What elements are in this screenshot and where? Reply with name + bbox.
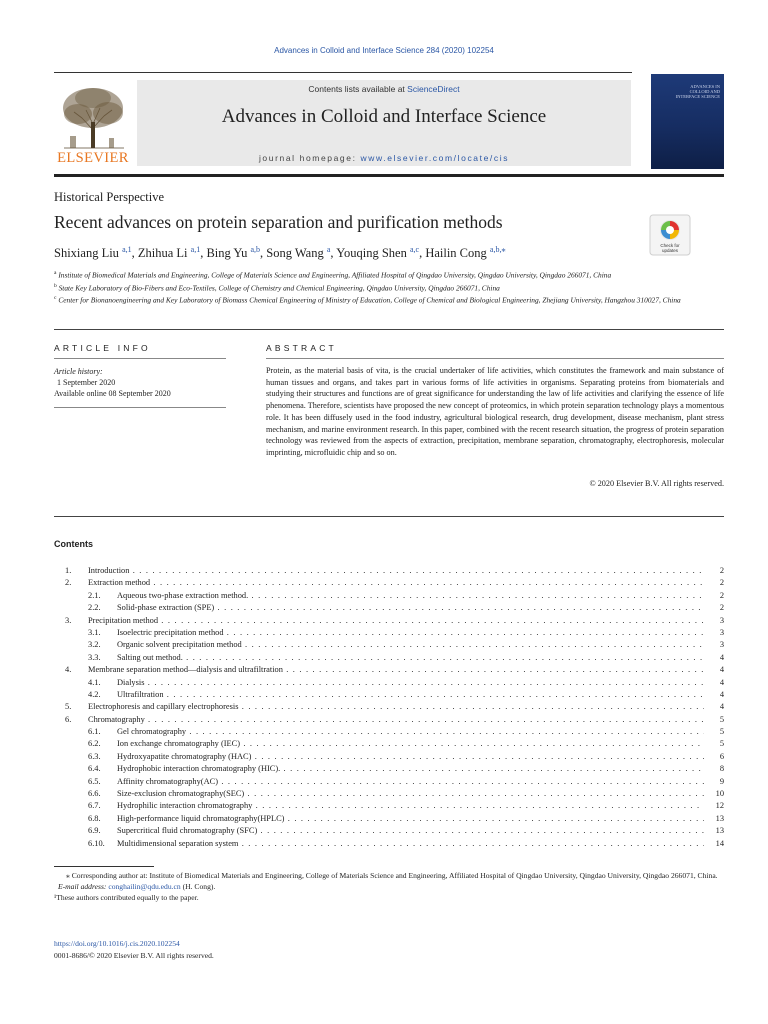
toc-entry-title[interactable]: Introduction . . . bbox=[88, 565, 704, 577]
footnote-rule bbox=[54, 866, 154, 867]
toc-entry-title[interactable]: Aqueous two-phase extraction method. . . . bbox=[117, 590, 704, 602]
toc-entry[interactable] bbox=[54, 639, 724, 651]
toc-entry-title[interactable]: Ultrafiltration . . . bbox=[117, 689, 704, 701]
email-link[interactable]: conghailin@qdu.edu.cn bbox=[108, 882, 181, 891]
toc-entry[interactable] bbox=[54, 701, 724, 713]
toc-entry[interactable] bbox=[54, 838, 724, 850]
toc-entry-number: 6.3. bbox=[88, 751, 101, 761]
toc-entry[interactable] bbox=[54, 652, 724, 664]
author[interactable]: Bing Yu $^{a,b}$ bbox=[206, 245, 261, 261]
toc-entry-page[interactable]: 12 bbox=[715, 801, 724, 811]
toc-entry-page[interactable]: 8 bbox=[719, 764, 724, 774]
toc-entry-title[interactable]: Supercritical fluid chromatography (SFC) . . . bbox=[117, 825, 704, 837]
toc-entry-number: 6.9. bbox=[88, 826, 101, 836]
section-divider bbox=[54, 329, 724, 330]
journal-homepage bbox=[137, 153, 631, 163]
toc-entry-page[interactable]: 6 bbox=[719, 751, 724, 761]
toc-entry-number: 6.1. bbox=[88, 727, 101, 737]
toc-entry-page[interactable]: 5 bbox=[719, 714, 724, 724]
toc-entry[interactable] bbox=[54, 763, 724, 775]
toc-entry-number: 6.8. bbox=[88, 813, 101, 823]
toc-entry-number: 6.5. bbox=[88, 776, 101, 786]
affiliation-a: $^a$ Institute of Biomedical Materials and Engineering, College of Materials Science and Engineering, Affiliated Hospital of Qingdao University, Qingdao University, Qingdao 266071, China bbox=[54, 270, 612, 280]
toc-entry-title[interactable]: Hydrophilic interaction chromatography . . . bbox=[117, 800, 704, 812]
email-label: E-mail address: bbox=[58, 882, 109, 891]
header-top-rule bbox=[54, 72, 632, 73]
toc-entry[interactable] bbox=[54, 627, 724, 639]
toc-entry-number: 3.3. bbox=[88, 652, 101, 662]
homepage-prefix: journal homepage: bbox=[258, 153, 361, 163]
toc-entry-page[interactable]: 3 bbox=[719, 615, 724, 625]
contents-availability bbox=[137, 84, 631, 94]
toc-entry[interactable] bbox=[54, 714, 724, 726]
toc-entry-page[interactable]: 2 bbox=[719, 578, 724, 588]
toc-entry[interactable] bbox=[54, 825, 724, 837]
toc-entry-title[interactable]: Multidimensional separation system . . . bbox=[117, 838, 704, 850]
toc-entry-number: 2.2. bbox=[88, 603, 101, 613]
table-of-contents bbox=[54, 565, 724, 850]
contents-heading: Contents bbox=[54, 539, 93, 549]
author[interactable]: Zhihua Li $^{a,1}$ bbox=[137, 245, 201, 261]
toc-entry[interactable] bbox=[54, 726, 724, 738]
svg-text:updates: updates bbox=[661, 248, 679, 253]
toc-entry-number: 6. bbox=[65, 714, 72, 724]
toc-entry-page[interactable]: 4 bbox=[719, 702, 724, 712]
journal-title: Advances in Colloid and Interface Science bbox=[221, 106, 547, 127]
svg-text:Check for: Check for bbox=[660, 243, 680, 248]
journal-reference[interactable]: Advances in Colloid and Interface Science 284 (2020) 102254 bbox=[274, 46, 494, 55]
toc-entry-number: 6.4. bbox=[88, 764, 101, 774]
toc-entry-number: 6.6. bbox=[88, 789, 101, 799]
toc-entry-number: 4.2. bbox=[88, 689, 101, 699]
header-bottom-rule bbox=[54, 174, 724, 177]
author-list: Shixiang Liu $^{a,1}$, Zhihua Li $^{a,1}$, Bing Yu $^{a,b}$, Song Wang $^a$, Youqing Shen $^{a,c}$, Hailin Cong $^{a,b,⁎}$ bbox=[54, 245, 506, 261]
homepage-link[interactable]: www.elsevier.com/locate/cis bbox=[360, 153, 510, 163]
check-for-updates-icon[interactable] bbox=[649, 214, 691, 256]
article-type: Historical Perspective bbox=[54, 190, 165, 204]
article-info-bottom-rule bbox=[54, 407, 226, 408]
affiliation-c: $^c$ Center for Bionanoengineering and Key Laboratory of Biomass Chemical Engineering of Ministry of Education, College of Chemical and Biological Engineering, Zhejiang University, Hangzhou 310027, China bbox=[54, 295, 681, 305]
received-date: 1 September 2020 bbox=[57, 378, 116, 387]
toc-entry-title[interactable]: High-performance liquid chromatography(HPLC) . . . bbox=[117, 813, 704, 825]
article-info-heading: ARTICLE INFO bbox=[54, 343, 151, 353]
toc-entry-page[interactable]: 5 bbox=[719, 727, 724, 737]
abstract-text: Protein, as the material basis of vita, is the crucial undertaker of life activities, which constitutes the framework and main substance of human tissues and organs, and takes part in various forms of life activities in organisms. Separating proteins from biomaterials and studying their structures and functions are of great significance for understanding the law of life activities and clarifying the essence of life phenomena. Therefore, scientists have proposed the new concept of proteomics, in which protein separation technology plays a momentous role. It has been diffusely used in the food industry, agricultural biological research, drug development, disease mechanism, plant stress mechanism, and marine environment research. In this paper, combined with the recent research situation, the progress of protein separation technology was reviewed from the aspects of extraction, precipitation, membrane separation, chromatography, electrophoresis, molecular imprinting, microfluidic chip and so on. bbox=[266, 366, 724, 457]
toc-entry-title[interactable]: Dialysis . . . bbox=[117, 677, 704, 689]
toc-entry-title[interactable]: Membrane separation method—dialysis and ultrafiltration . . . bbox=[88, 664, 704, 676]
toc-entry-title[interactable]: Precipitation method . . . bbox=[88, 615, 704, 627]
sciencedirect-link[interactable]: ScienceDirect bbox=[407, 84, 460, 94]
toc-entry[interactable] bbox=[54, 751, 724, 763]
toc-entry[interactable] bbox=[54, 590, 724, 602]
toc-entry[interactable] bbox=[54, 776, 724, 788]
toc-entry-title[interactable]: Electrophoresis and capillary electrophoresis . . . bbox=[88, 701, 704, 713]
journal-cover-thumbnail[interactable] bbox=[651, 74, 724, 169]
toc-entry-page[interactable]: 14 bbox=[715, 838, 724, 848]
toc-entry-page[interactable]: 4 bbox=[719, 652, 724, 662]
article-history-label: Article history: bbox=[54, 367, 103, 376]
toc-entry-title[interactable]: Isoelectric precipitation method . . . bbox=[117, 627, 704, 639]
email-note bbox=[54, 881, 724, 892]
author[interactable]: Song Wang $^a$ bbox=[266, 245, 331, 261]
toc-entry-number: 2.1. bbox=[88, 590, 101, 600]
email-suffix: (H. Cong). bbox=[180, 882, 216, 891]
author[interactable]: Shixiang Liu $^{a,1}$ bbox=[54, 245, 132, 261]
toc-entry-number: 1. bbox=[65, 566, 72, 575]
toc-entry-title[interactable]: Affinity chromatography(AC) . . . bbox=[117, 776, 704, 788]
toc-entry-title[interactable]: Chromatography . . . bbox=[88, 714, 704, 726]
footnotes bbox=[54, 870, 724, 903]
elsevier-wordmark: ELSEVIER bbox=[57, 150, 129, 166]
contents-prefix: Contents lists available at bbox=[308, 84, 408, 94]
toc-entry-title[interactable]: Extraction method . . . bbox=[88, 577, 704, 589]
toc-entry-number: 6.10. bbox=[88, 838, 105, 848]
toc-entry-title[interactable]: Salting out method. . . . bbox=[117, 652, 704, 664]
toc-entry-number: 4.1. bbox=[88, 677, 101, 687]
toc-entry-page[interactable]: 9 bbox=[719, 776, 724, 786]
toc-entry-title[interactable]: Ion exchange chromatography (IEC) . . . bbox=[117, 738, 704, 750]
toc-entry-number: 3. bbox=[65, 615, 72, 625]
toc-entry[interactable] bbox=[54, 738, 724, 750]
toc-entry[interactable] bbox=[54, 602, 724, 614]
author[interactable]: Youqing Shen $^{a,c}$ bbox=[336, 245, 420, 261]
toc-entry-number: 5. bbox=[65, 702, 72, 712]
toc-entry-number: 3.2. bbox=[88, 640, 101, 650]
author[interactable]: Hailin Cong $^{a,b,⁎}$ bbox=[425, 245, 506, 261]
article-title: Recent advances on protein separation and purification methods bbox=[54, 212, 503, 232]
toc-entry[interactable] bbox=[54, 615, 724, 627]
toc-entry-title[interactable]: Hydrophobic interaction chromatography (HIC). . . . bbox=[117, 763, 704, 775]
toc-entry-number: 2. bbox=[65, 578, 72, 588]
toc-entry-page[interactable]: 3 bbox=[719, 640, 724, 650]
toc-entry[interactable] bbox=[54, 565, 724, 577]
toc-entry-title[interactable]: Gel chromatography . . . bbox=[117, 726, 704, 738]
toc-entry-title[interactable]: Organic solvent precipitation method . . . bbox=[117, 639, 704, 651]
abstract-copyright: © 2020 Elsevier B.V. All rights reserved. bbox=[589, 479, 724, 488]
toc-entry-page[interactable]: 3 bbox=[719, 627, 724, 637]
toc-entry-number: 3.1. bbox=[88, 627, 101, 637]
toc-entry-page[interactable]: 13 bbox=[715, 826, 724, 836]
toc-entry[interactable] bbox=[54, 800, 724, 812]
issn-copyright: 0001-8686/© 2020 Elsevier B.V. All rights reserved. bbox=[54, 951, 214, 960]
affiliation-b: $^b$ State Key Laboratory of Bio-Fibers and Eco-Textiles, College of Chemistry and Chemical Engineering, Qingdao University, Qingdao 266071, China bbox=[54, 283, 500, 293]
toc-entry-page[interactable]: 2 bbox=[719, 566, 724, 575]
toc-entry[interactable] bbox=[54, 788, 724, 800]
available-online-date: Available online 08 September 2020 bbox=[54, 389, 171, 398]
corresponding-author-note: ⁎ Corresponding author at: Institute of Biomedical Materials and Engineering, College of Materials Science and Engineering, Affiliated Hospital of Qingdao University, Qingdao University, Qingdao 266071, China. bbox=[66, 871, 718, 880]
equal-contribution-note: ¹These authors contributed equally to the paper. bbox=[54, 893, 199, 902]
doi-link[interactable]: https://doi.org/10.1016/j.cis.2020.102254 bbox=[54, 939, 180, 948]
toc-entry-title[interactable]: Hydroxyapatite chromatography (HAC) . . . bbox=[117, 751, 704, 763]
toc-entry-page[interactable]: 2 bbox=[719, 603, 724, 613]
toc-entry-page[interactable]: 4 bbox=[719, 689, 724, 699]
toc-entry-title[interactable]: Solid-phase extraction (SPE) . . . bbox=[117, 602, 704, 614]
toc-entry-page[interactable]: 5 bbox=[719, 739, 724, 749]
article-info-rule bbox=[54, 358, 226, 359]
toc-entry-page[interactable]: 4 bbox=[719, 677, 724, 687]
toc-entry-page[interactable]: 4 bbox=[719, 665, 724, 675]
toc-entry-page[interactable]: 2 bbox=[719, 590, 724, 600]
toc-entry[interactable] bbox=[54, 677, 724, 689]
abstract-heading: ABSTRACT bbox=[266, 343, 337, 353]
toc-entry[interactable] bbox=[54, 813, 724, 825]
section-divider-bottom bbox=[54, 516, 724, 517]
toc-entry-number: 6.2. bbox=[88, 739, 101, 749]
toc-entry[interactable] bbox=[54, 664, 724, 676]
toc-entry-number: 4. bbox=[65, 665, 72, 675]
toc-entry-page[interactable]: 13 bbox=[715, 813, 724, 823]
toc-entry[interactable] bbox=[54, 689, 724, 701]
cover-title: ADVANCES IN COLLOID AND INTERFACE SCIENCE bbox=[675, 84, 720, 99]
abstract-rule bbox=[266, 358, 724, 359]
toc-entry-page[interactable]: 10 bbox=[715, 789, 724, 799]
toc-entry-title[interactable]: Size-exclusion chromatography(SEC) . . . bbox=[117, 788, 704, 800]
toc-entry[interactable] bbox=[54, 577, 724, 589]
toc-entry-number: 6.7. bbox=[88, 801, 101, 811]
